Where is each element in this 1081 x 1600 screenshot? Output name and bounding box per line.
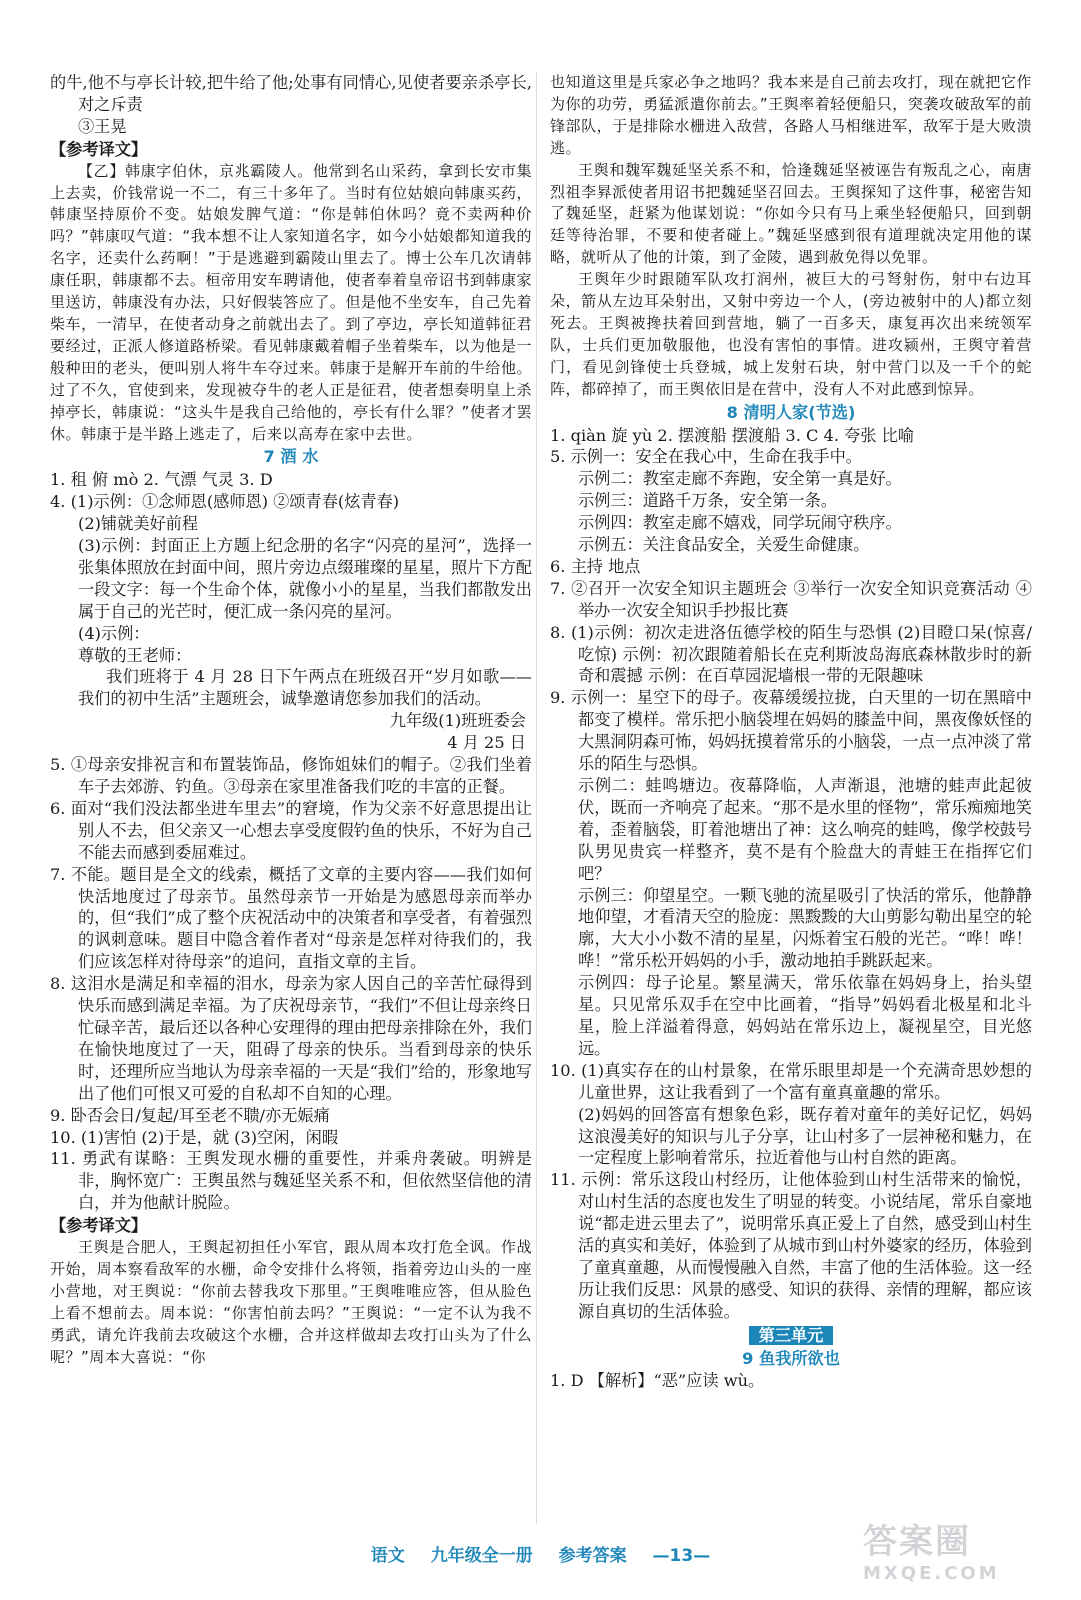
left-answer-line: 我们班将于 4 月 28 日下午两点在班级召开“岁月如歌——我们的初中生活”主题班会，诚挚邀请您参加我们的活动。 — [78, 667, 532, 709]
left-answer-line: 11. 勇武有谋略：王舆发现水栅的重要性，并乘舟袭破。明辨是非，胸怀宽广：王舆虽然与魏延坚关系不和，但依然坚信他的清白，并为他献计脱险。 — [50, 1149, 532, 1213]
right-section-title: 9 鱼我所欲也 — [742, 1348, 840, 1368]
right-answer-line: 示例三：道路千万条，安全第一条。 — [578, 491, 837, 511]
left-answer-line: ③王晃 — [78, 116, 127, 136]
left-answer-line: 9. 卧否会日/复起/耳至老不聩/亦无娠痛 — [50, 1105, 330, 1125]
left-column — [50, 72, 532, 1368]
left-answer-line: 1. 租 俯 mò 2. 气漂 气灵 3. D — [50, 470, 273, 490]
right-translation-paragraph: 也知道这里是兵家必争之地吗？我本来是自己前去攻打，现在就把它作为你的功劳，勇猛派遣你前去。”王舆率着轻便船只，突袭攻破敌军的前锋部队，于是排除水栅进入敌营，各路人马相继进军，敌军于是大败溃逃。 — [550, 73, 1032, 157]
left-reference-label: 【参考译文】 — [50, 139, 148, 159]
left-answer-line: 6. 面对“我们没法都坐进车里去”的窘境，作为父亲不好意思提出让别人不去，但父亲又一心想去享受度假钓鱼的快乐，不好为自己不能去而感到委屈难过。 — [50, 798, 532, 862]
right-answer-line: 9. 示例一：星空下的母子。夜幕缓缓拉拢，白天里的一切在黑暗中都变了模样。常乐把小脑袋埋在妈妈的膝盖中间，黑夜像妖怪的大黑洞阴森可怖，妈妈抚摸着常乐的小脑袋，一点一点冲淡了常乐的陌生与恐惧。 — [550, 688, 1032, 774]
right-answer-line: 示例二：蛙鸣塘边。夜幕降临，人声渐退，池塘的蛙声此起彼伏，既而一齐响亮了起来。“那不是水里的怪物”，常乐痴痴地笑着，歪着脑袋，盯着池塘出了神：这么响亮的蛙鸣，像学校鼓号队男见贵宾一样整齐，莫不是有个脸盘大的青蛙王在指挥它们吧？ — [578, 776, 1032, 883]
right-answer-line: 6. 主持 地点 — [550, 556, 641, 576]
left-answer-line: 九年级(1)班班委会 — [389, 711, 526, 731]
left-section-title: 7 酒 水 — [263, 447, 319, 467]
right-answer-line: 1. D 【解析】“恶”应读 wù。 — [550, 1371, 765, 1391]
right-answer-line: 示例四：母子论星。繁星满天，常乐依靠在妈妈身上，抬头望星。只见常乐双手在空中比画着，“指导”妈妈看北极星和北斗星，脸上洋溢着得意，妈妈站在常乐边上，凝视星空，目光悠远。 — [578, 973, 1032, 1058]
watermark-title: 答案圈 — [863, 1522, 971, 1562]
right-answer-line: 5. 示例一：安全在我心中，生命在我手中。 — [550, 447, 862, 467]
left-answer-line: 4 月 25 日 — [447, 733, 526, 753]
left-answer-line: 4. (1)示例：①念师恩(感师恩) ②颂青春(炫青春) — [50, 492, 400, 512]
left-answer-line: 的牛,他不与亭长计较,把牛给了他;处事有同情心,见使者要亲杀亭长,对之斥责 — [50, 73, 532, 114]
left-answer-line: 7. 不能。题目是全文的线索，概括了文章的主要内容——我们如何快活地度过了母亲节。虽然母亲节一开始是为感恩母亲而举办的，但“我们”成了整个庆祝活动中的决策者和享受者，有着强烈的讽刺意味。题目中隐含着作者对“母亲是怎样对待我们的，我们应该怎样对待母亲”的追问，直指文章的主旨。 — [50, 864, 532, 972]
right-unit-title — [550, 1325, 1032, 1347]
left-answer-line: (2)铺就美好前程 — [78, 514, 199, 534]
right-answer-line: 1. qiàn 旋 yù 2. 摆渡船 摆渡船 3. C 4. 夸张 比喻 — [550, 425, 915, 445]
right-answer-line: 示例四：教室走廊不嬉戏，同学玩闹守秩序。 — [578, 513, 902, 533]
footer-subject: 语文 — [370, 1546, 405, 1566]
column-divider — [536, 72, 537, 1524]
left-answer-line: 尊敬的王老师： — [78, 645, 192, 665]
right-section-title: 8 清明人家(节选) — [726, 402, 856, 422]
right-translation-paragraph: 王舆和魏军魏延坚关系不和，恰逢魏延坚被诬告有叛乱之心，南唐烈祖李昪派使者用诏书把魏延坚召回去。王舆探知了这件事，秘密告知了魏延坚，赶紧为他谋划说：“你如今只有马上乘坐轻便船只，回到朝廷等待治罪，不要和使者碰上。”魏延坚感到很有道理就决定用他的谋略，就听从了他的计策，到了金陵，遇到赦免得以免罪。 — [550, 160, 1032, 267]
right-answer-line: (2)妈妈的回答富有想象色彩，既存着对童年的美好记忆，妈妈这浪漫美好的知识与儿子分享，让山村多了一层神秘和魅力，在一定程度上影响着常乐，拉近着他与山村自然的距离。 — [578, 1104, 1032, 1168]
right-answer-line: 10. (1)真实存在的山村景象，在常乐眼里却是一个充满奇思妙想的儿童世界，这让我看到了一个富有童真童趣的常乐。 — [550, 1060, 1032, 1102]
footer-grade: 九年级全一册 — [430, 1546, 533, 1566]
left-answer-line: 10. (1)害怕 (2)于是，就 (3)空闲，闲暇 — [50, 1127, 339, 1147]
watermark-logo — [863, 1514, 1043, 1584]
left-answer-line: 5. ①母亲安排祝言和布置装饰品，修饰姐妹们的帽子。②我们坐着车子去郊游、钓鱼。③母亲在家里准备我们吃的丰富的正餐。 — [50, 755, 532, 796]
right-translation-paragraph: 王舆年少时跟随军队攻打润州，被巨大的弓弩射伤，射中右边耳朵，箭从左边耳朵射出，又射中旁边一个人，(旁边被射中的人)都立刻死去。王舆被搀扶着回到营地，躺了一百多天，康复再次出来统领军队，士兵们更加敬服他，也没有害怕的事情。进攻颍州，王舆守着营门，看见剑锋使士兵登城，城上发射石块，射中营门以及一千个的蛇阵，都碎掉了，而王舆依旧是在营中，没有人不对此感到惊异。 — [550, 270, 1032, 398]
right-answer-line: 7. ②召开一次安全知识主题班会 ③举行一次安全知识竞赛活动 ④举办一次安全知识手抄报比赛 — [550, 578, 1032, 620]
footer-section: 参考答案 — [558, 1546, 627, 1566]
right-answer-line: 示例五：关注食品安全，关爱生命健康。 — [578, 535, 870, 555]
left-answer-line: 8. 这泪水是满足和幸福的泪水，母亲为家人因自己的辛苦忙碌得到快乐而感到满足幸福。为了庆祝母亲节，“我们”不但让母亲终日忙碌辛苦，最后还以各种心安理得的理由把母亲排除在外，我们在愉快地度过了一天，阻碍了母亲的快乐。当看到母亲的快乐时，还理所应当地认为母亲幸福的一天是“我们”给的，形象地写出了他们可恨又可爱的自私却不自知的心理。 — [50, 974, 532, 1103]
left-reference-label: 【参考译文】 — [50, 1216, 148, 1236]
left-answer-line: (4)示例： — [78, 623, 150, 643]
right-answer-line: 示例三：仰望星空。一颗飞驰的流星吸引了快活的常乐，他静静地仰望，才看清天空的脸庞：黑黢黢的大山剪影勾勒出星空的轮廓，大大小小数不清的星星，闪烁着宝石般的光芒。“哗！哗！哗！”常乐松开妈妈的小手，激动地拍手跳跃起来。 — [578, 885, 1032, 971]
right-answer-line: 8. (1)示例：初次走进洛伍德学校的陌生与恐惧 (2)目瞪口呆(惊喜/吃惊) 示例：初次跟随着船长在克利斯波岛海底森林散步时的新奇和震撼 示例：在百草园泥墙根一带的无限趣味 — [550, 622, 1032, 686]
right-answer-line: 示例二：教室走廊不奔跑，安全第一真是好。 — [578, 469, 902, 489]
left-translation-paragraph: 王舆是合肥人，王舆起初担任小军官，跟从周本攻打危全讽。作战开始，周本察看敌军的水栅，命令安排什么将领，指着旁边山头的一座小营地，对王舆说：“你前去替我攻下那里。”王舆唯唯应答，但从脸色上看不想前去。周本说：“你害怕前去吗？”王舆说：“一定不认为我不勇武，请允许我前去攻破这个水栅，合并这样做却去攻打山头为了什么呢？”周本大喜说：“你 — [50, 1238, 532, 1366]
page-number: —13— — [652, 1546, 711, 1566]
right-column — [550, 72, 1032, 1392]
left-translation-paragraph: 【乙】韩康字伯休，京兆霸陵人。他常到名山采药，拿到长安市集上去卖，价钱常说一不二，有三十多年了。当时有位姑娘向韩康买药，韩康坚持原价不变。姑娘发脾气道：“你是韩伯休吗？竟不卖两种价吗？”韩康叹气道：“我本想不让人家知道名字，如今小姑娘都知道我的名字，还卖什么药啊！”于是逃避到霸陵山里去了。博士公车几次请韩康任职，韩康都不去。桓帝用安车聘请他，使者奉着皇帝诏书到韩康家里送访，韩康没有办法，只好假装答应了。但是他不坐安车，自己先着柴车，一清早，在使者动身之前就出去了。到了亭边，亭长知道韩征君要经过，正派人修道路桥梁。看见韩康戴着帽子坐着柴车，以为他是一般种田的老头，便叫别人将牛车夺过来。韩康于是解开车前的牛给他。过了不久，官使到来，发现被夺牛的老人正是征君，使者想奏明皇上杀掉亭长，韩康说：“这头牛是我自己给他的，亭长有什么罪？”使者才罢休。韩康于是半路上逃走了，后来以高寿在家中去世。 — [50, 161, 532, 443]
unit-banner: 第三单元 — [749, 1326, 834, 1345]
right-answer-line: 11. 示例：常乐这段山村经历，让他体验到山村生活带来的愉悦，对山村生活的态度也发生了明显的转变。小说结尾，常乐自豪地说“都走进云里去了”，说明常乐真正爱上了自然，感受到山村生活的真实和美好，体验到了从城市到山村外婆家的经历，体验到了童真童趣，从而慢慢融入自然，丰富了他的生活体验。这一经历让我们反思：风景的感受、知识的获得、亲情的理解，都应该源自真切的生活体验。 — [550, 1170, 1032, 1321]
left-answer-line: (3)示例：封面正上方题上纪念册的名字“闪亮的星河”，选择一张集体照放在封面中间，照片旁边点缀璀璨的星星，照片下方配一段文字：每一个生命个体，就像小小的星星，当我们都散发出属于自己的光芒时，便汇成一条闪亮的星河。 — [78, 536, 532, 621]
watermark-url: MXQE.COM — [863, 1563, 1000, 1584]
